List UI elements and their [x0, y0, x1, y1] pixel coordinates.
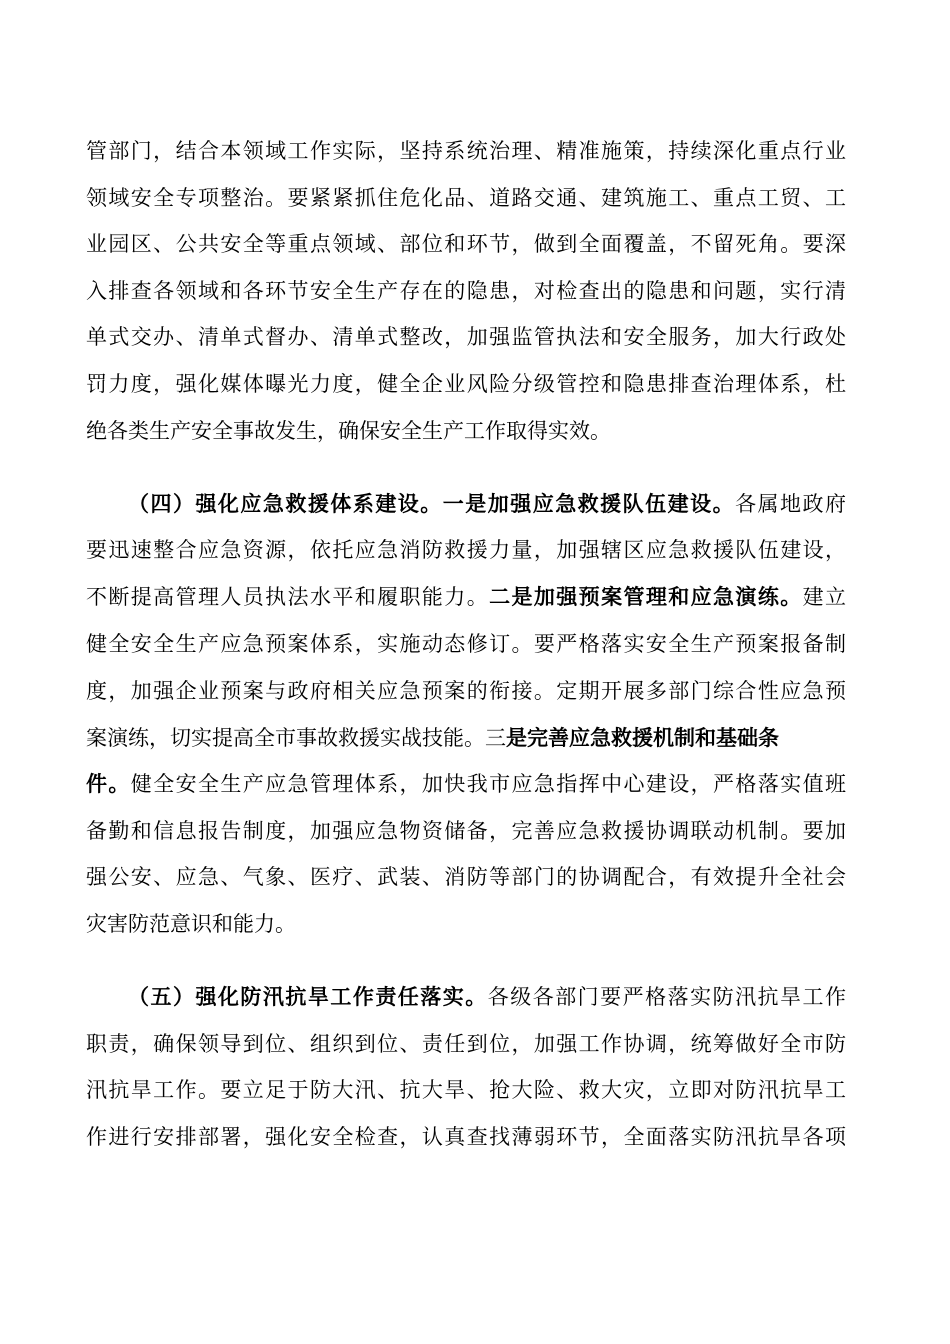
paragraph-line [86, 766, 846, 802]
paragraph-line: 管部门，结合本领域工作实际，坚持系统治理、精准施策，持续深化重点行业 [86, 139, 846, 163]
paragraph-line: 健全安全生产应急预案体系，实施动态修订。要严格落实安全生产预案报备制 [86, 632, 846, 656]
paragraph-text: 不断提高管理人员执法水平和履职能力。 [86, 585, 490, 609]
paragraph-line: 业园区、公共安全等重点领域、部位和环节，做到全面覆盖，不留死角。要深 [86, 232, 846, 256]
paragraph-line: 领域安全专项整治。要紧紧抓住危化品、道路交通、建筑施工、重点工贸、工 [86, 186, 846, 210]
paragraph-line: 单式交办、清单式督办、清单式整改，加强监管执法和安全服务，加大行政处 [86, 325, 846, 349]
paragraph-line: 备勤和信息报告制度，加强应急物资储备，完善应急救援协调联动机制。要加 [86, 819, 846, 843]
subheading-bold: 是完善应急救援机制和基础条 [506, 726, 779, 750]
section-heading-line [128, 486, 846, 522]
paragraph-text: 各属地政府 [735, 492, 846, 516]
paragraph-line: 度，加强企业预案与政府相关应急预案的衔接。定期开展多部门综合性应急预 [86, 679, 846, 703]
section-heading-5: （五）强化防汛抗旱工作责任落实。 [128, 985, 488, 1009]
section-heading-line [128, 979, 846, 1015]
paragraph-text: 健全安全生产应急管理体系，加快我市应急指挥中心建设，严格落实值班 [130, 772, 846, 796]
paragraph-line: 要迅速整合应急资源，依托应急消防救援力量，加强辖区应急救援队伍建设， [86, 538, 846, 562]
section-heading-4: （四）强化应急救援体系建设。一是加强应急救援队伍建设。 [128, 492, 736, 516]
subheading-bold: 二是加强预案管理和应急演练。 [489, 585, 803, 609]
paragraph-line: 绝各类生产安全事故发生，确保安全生产工作取得实效。 [86, 419, 611, 443]
paragraph-text: 各级各部门要严格落实防汛抗旱工作 [487, 985, 846, 1009]
subheading-bold: 件。 [86, 772, 131, 796]
paragraph-line: 作进行安排部署，强化安全检查，认真查找薄弱环节，全面落实防汛抗旱各项 [86, 1125, 846, 1149]
paragraph-line [86, 720, 846, 756]
paragraph-text: 建立 [802, 585, 846, 609]
paragraph-line: 灾害防范意识和能力。 [86, 912, 296, 936]
paragraph-text: 案演练，切实提高全市事故救援实战技能。三 [86, 726, 506, 750]
paragraph-line: 汛抗旱工作。要立足于防大汛、抗大旱、抢大险、救大灾，立即对防汛抗旱工 [86, 1078, 846, 1102]
paragraph-line [86, 579, 846, 615]
paragraph-line: 罚力度，强化媒体曝光力度，健全企业风险分级管控和隐患排查治理体系，杜 [86, 372, 846, 396]
paragraph-line: 职责，确保领导到位、组织到位、责任到位，加强工作协调，统筹做好全市防 [86, 1032, 846, 1056]
paragraph-line: 入排查各领域和各环节安全生产存在的隐患，对检查出的隐患和问题，实行清 [86, 279, 846, 303]
paragraph-line: 强公安、应急、气象、医疗、武装、消防等部门的协调配合，有效提升全社会 [86, 865, 846, 889]
